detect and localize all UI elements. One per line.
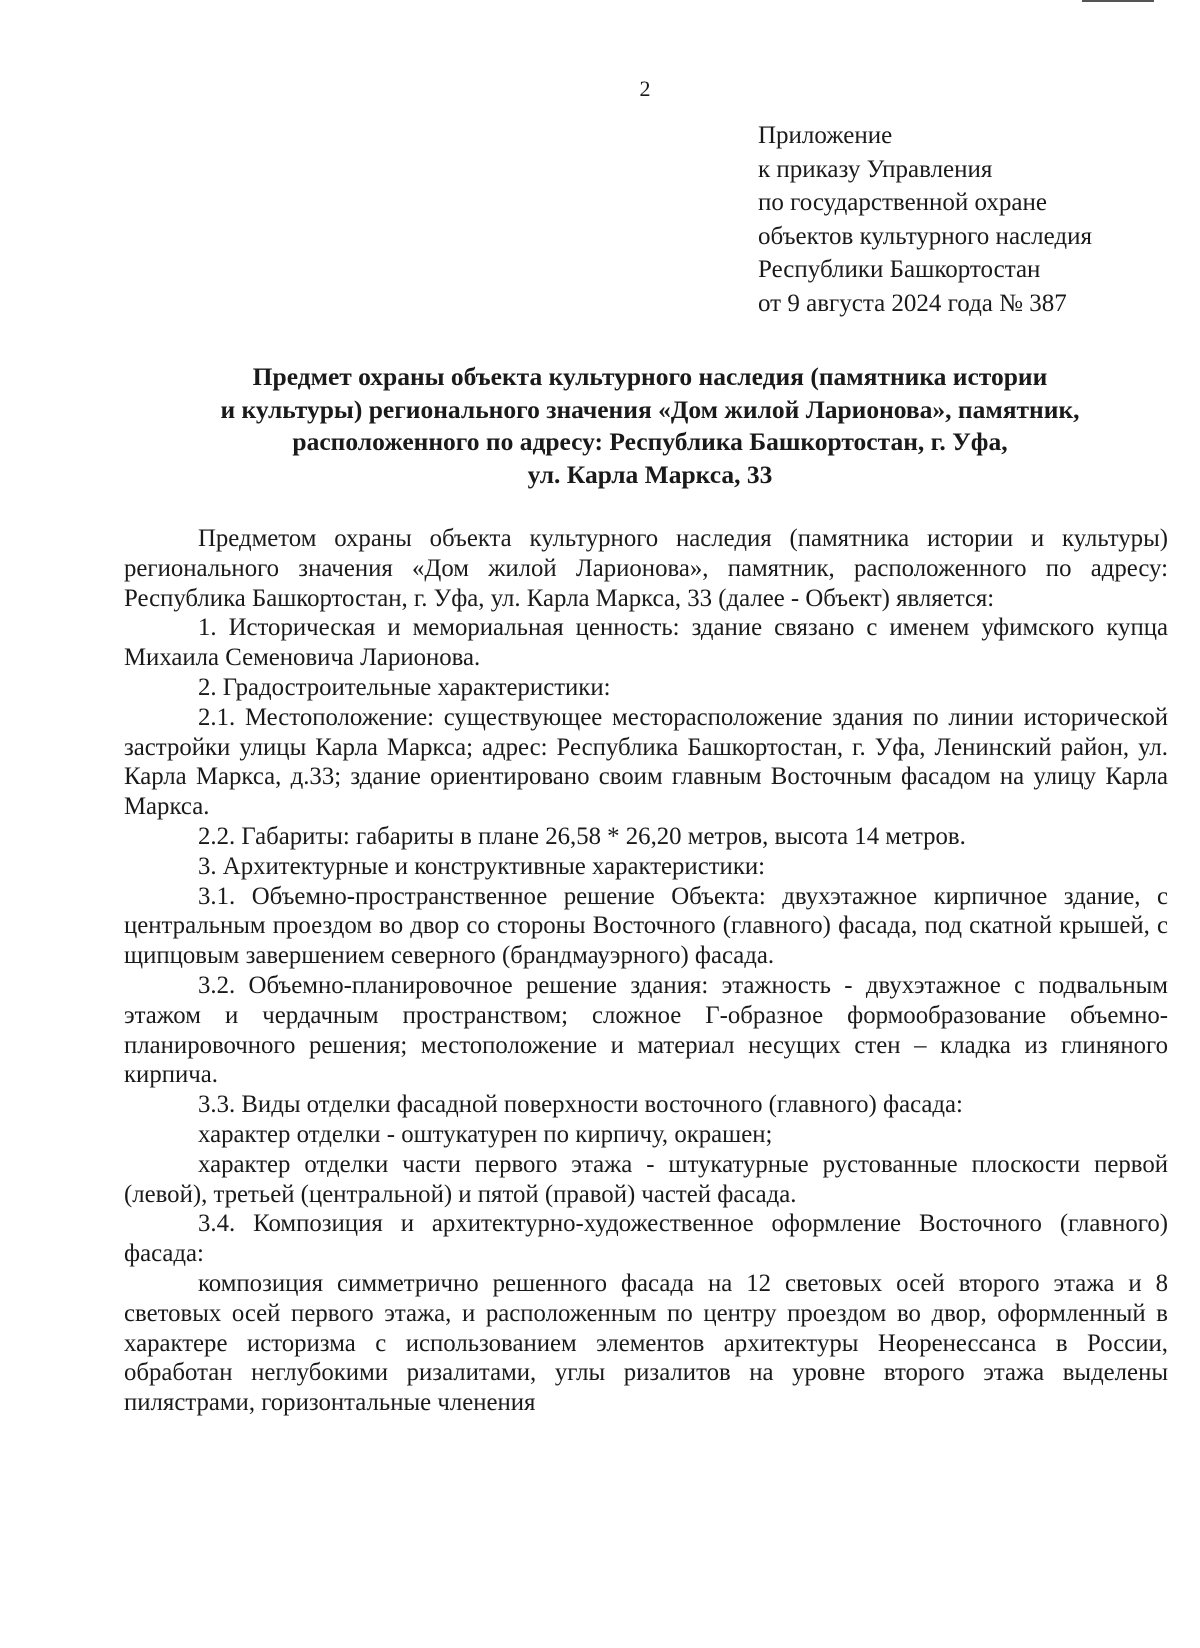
page-number: 2 — [639, 76, 651, 101]
section-1-paragraph: 1. Историческая и мемориальная ценность: здание связано с именем уфимского купца Михаила Семеновича Ларионова. — [124, 614, 1168, 672]
appendix-line: Приложение — [758, 122, 893, 149]
section-2-2-paragraph: 2.2. Габариты: габариты в плане 26,58 * 26,20 метров, высота 14 метров. — [198, 822, 966, 850]
appendix-line: к приказу Управления — [758, 155, 993, 183]
first-floor-finish-paragraph: характер отделки части первого этажа - штукатурные рустованные плоскости первой (левой), третьей (центральной) и пятой (правой) частей фасада. — [124, 1150, 1168, 1208]
appendix-block — [758, 119, 1092, 320]
finish-paragraph: характер отделки - оштукатурен по кирпичу, окрашен; — [198, 1120, 773, 1148]
section-2-1-paragraph: 2.1. Местоположение: существующее месторасположение здания по линии исторической застройки улицы Карла Маркса; адрес: Республика Башкортостан, г. Уфа, Ленинский район, ул. Карла Маркса, д.33; здание ориентировано своим главным Восточным фасадом на улицу Карла Маркса. — [124, 703, 1168, 821]
appendix-line: по государственной охране — [758, 189, 1048, 216]
section-3-1-paragraph: 3.1. Объемно-пространственное решение Объекта: двухэтажное кирпичное здание, с центральным проездом во двор со стороны Восточного (главного) фасада, под скатной крышей, с щипцовым завершением северного (брандмауэрного) фасада. — [124, 882, 1168, 970]
appendix-line: Республики Башкортостан — [758, 256, 1041, 283]
title-line: и культуры) регионального значения «Дом жилой Ларионова», памятник, — [220, 394, 1080, 424]
composition-paragraph: композиция симметрично решенного фасада на 12 световых осей второго этажа и 8 световых осей первого этажа, и расположенным по центру проездом во двор, оформленный в характере историзма с использованием элементов архитектуры Неоренессанса в России, обработан неглубокими ризалитами, углы ризалитов на уровне второго этажа выделены пилястрами, горизонтальные членения — [124, 1269, 1168, 1417]
appendix-line: объектов культурного наследия — [758, 222, 1092, 250]
title-line: расположенного по адресу: Республика Башкортостан, г. Уфа, — [292, 427, 1008, 456]
scan-edge-mark — [1082, 0, 1154, 2]
intro-paragraph: Предметом охраны объекта культурного наследия (памятника истории и культуры) регионального значения «Дом жилой Ларионова», памятник, расположенного по адресу: Республика Башкортостан, г. Уфа, ул. Карла Маркса, 33 (далее - Объект) является: — [124, 525, 1168, 612]
section-3-4-paragraph: 3.4. Композиция и архитектурно-художественное оформление Восточного (главного) фасада: — [124, 1210, 1168, 1268]
document-body — [124, 524, 1168, 1418]
title-line: Предмет охраны объекта культурного наследия (памятника истории — [252, 362, 1048, 391]
appendix-line: от 9 августа 2024 года № 387 — [758, 289, 1067, 317]
section-2-heading: 2. Градостроительные характеристики: — [198, 673, 611, 701]
section-3-heading: 3. Архитектурные и конструктивные характеристики: — [198, 852, 766, 880]
title-line: ул. Карла Маркса, 33 — [527, 459, 773, 489]
section-3-2-paragraph: 3.2. Объемно-планировочное решение здания: этажность - двухэтажное с подвальным этажом и чердачным пространством; сложное Г-образное формообразование объемно-планировочного решения; местоположение и материал несущих стен – кладка из глиняного кирпича. — [124, 971, 1168, 1089]
document-title — [130, 361, 1170, 491]
section-3-3-paragraph: 3.3. Виды отделки фасадной поверхности восточного (главного) фасада: — [198, 1091, 963, 1119]
